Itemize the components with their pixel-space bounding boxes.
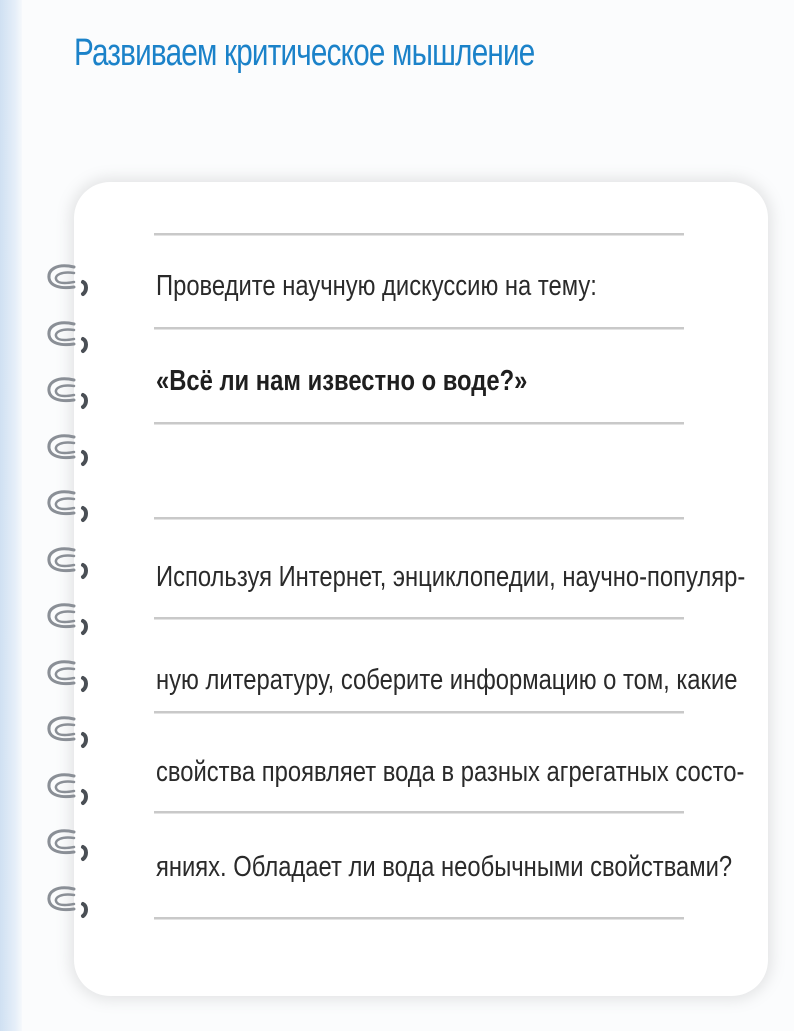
spiral-ring-icon [44, 315, 96, 359]
task-text-line: яниях. Обладает ли вода необычными свойствами? [156, 851, 733, 883]
page-edge-strip [0, 0, 22, 1031]
spiral-ring-icon [44, 541, 96, 585]
task-text-line: ную литературу, соберите информацию о том, какие [156, 664, 738, 696]
ruled-line [154, 811, 684, 814]
spiral-ring-icon [44, 484, 96, 528]
task-text-line: свойства проявляет вода в разных агрегатных состо- [156, 756, 745, 788]
spiral-ring-icon [44, 823, 96, 867]
ruled-line [154, 917, 684, 920]
ruled-line [154, 422, 684, 425]
spiral-ring-icon [44, 880, 96, 924]
spiral-ring-icon [44, 597, 96, 641]
ruled-line [154, 711, 684, 714]
discussion-prompt: Проведите научную дискуссию на тему: [156, 270, 597, 302]
spiral-ring-icon [44, 767, 96, 811]
spiral-ring-icon [44, 654, 96, 698]
spiral-ring-icon [44, 428, 96, 472]
spiral-ring-icon [44, 371, 96, 415]
page-title: Развиваем критическое мышление [74, 32, 535, 74]
task-text-line: Используя Интернет, энциклопедии, научно-популяр- [156, 561, 746, 593]
ruled-line [154, 327, 684, 330]
ruled-line [154, 233, 684, 236]
spiral-ring-icon [44, 710, 96, 754]
discussion-topic: «Всё ли нам известно о воде?» [156, 365, 528, 397]
ruled-line [154, 517, 684, 520]
ruled-line [154, 617, 684, 620]
spiral-ring-icon [44, 258, 96, 302]
